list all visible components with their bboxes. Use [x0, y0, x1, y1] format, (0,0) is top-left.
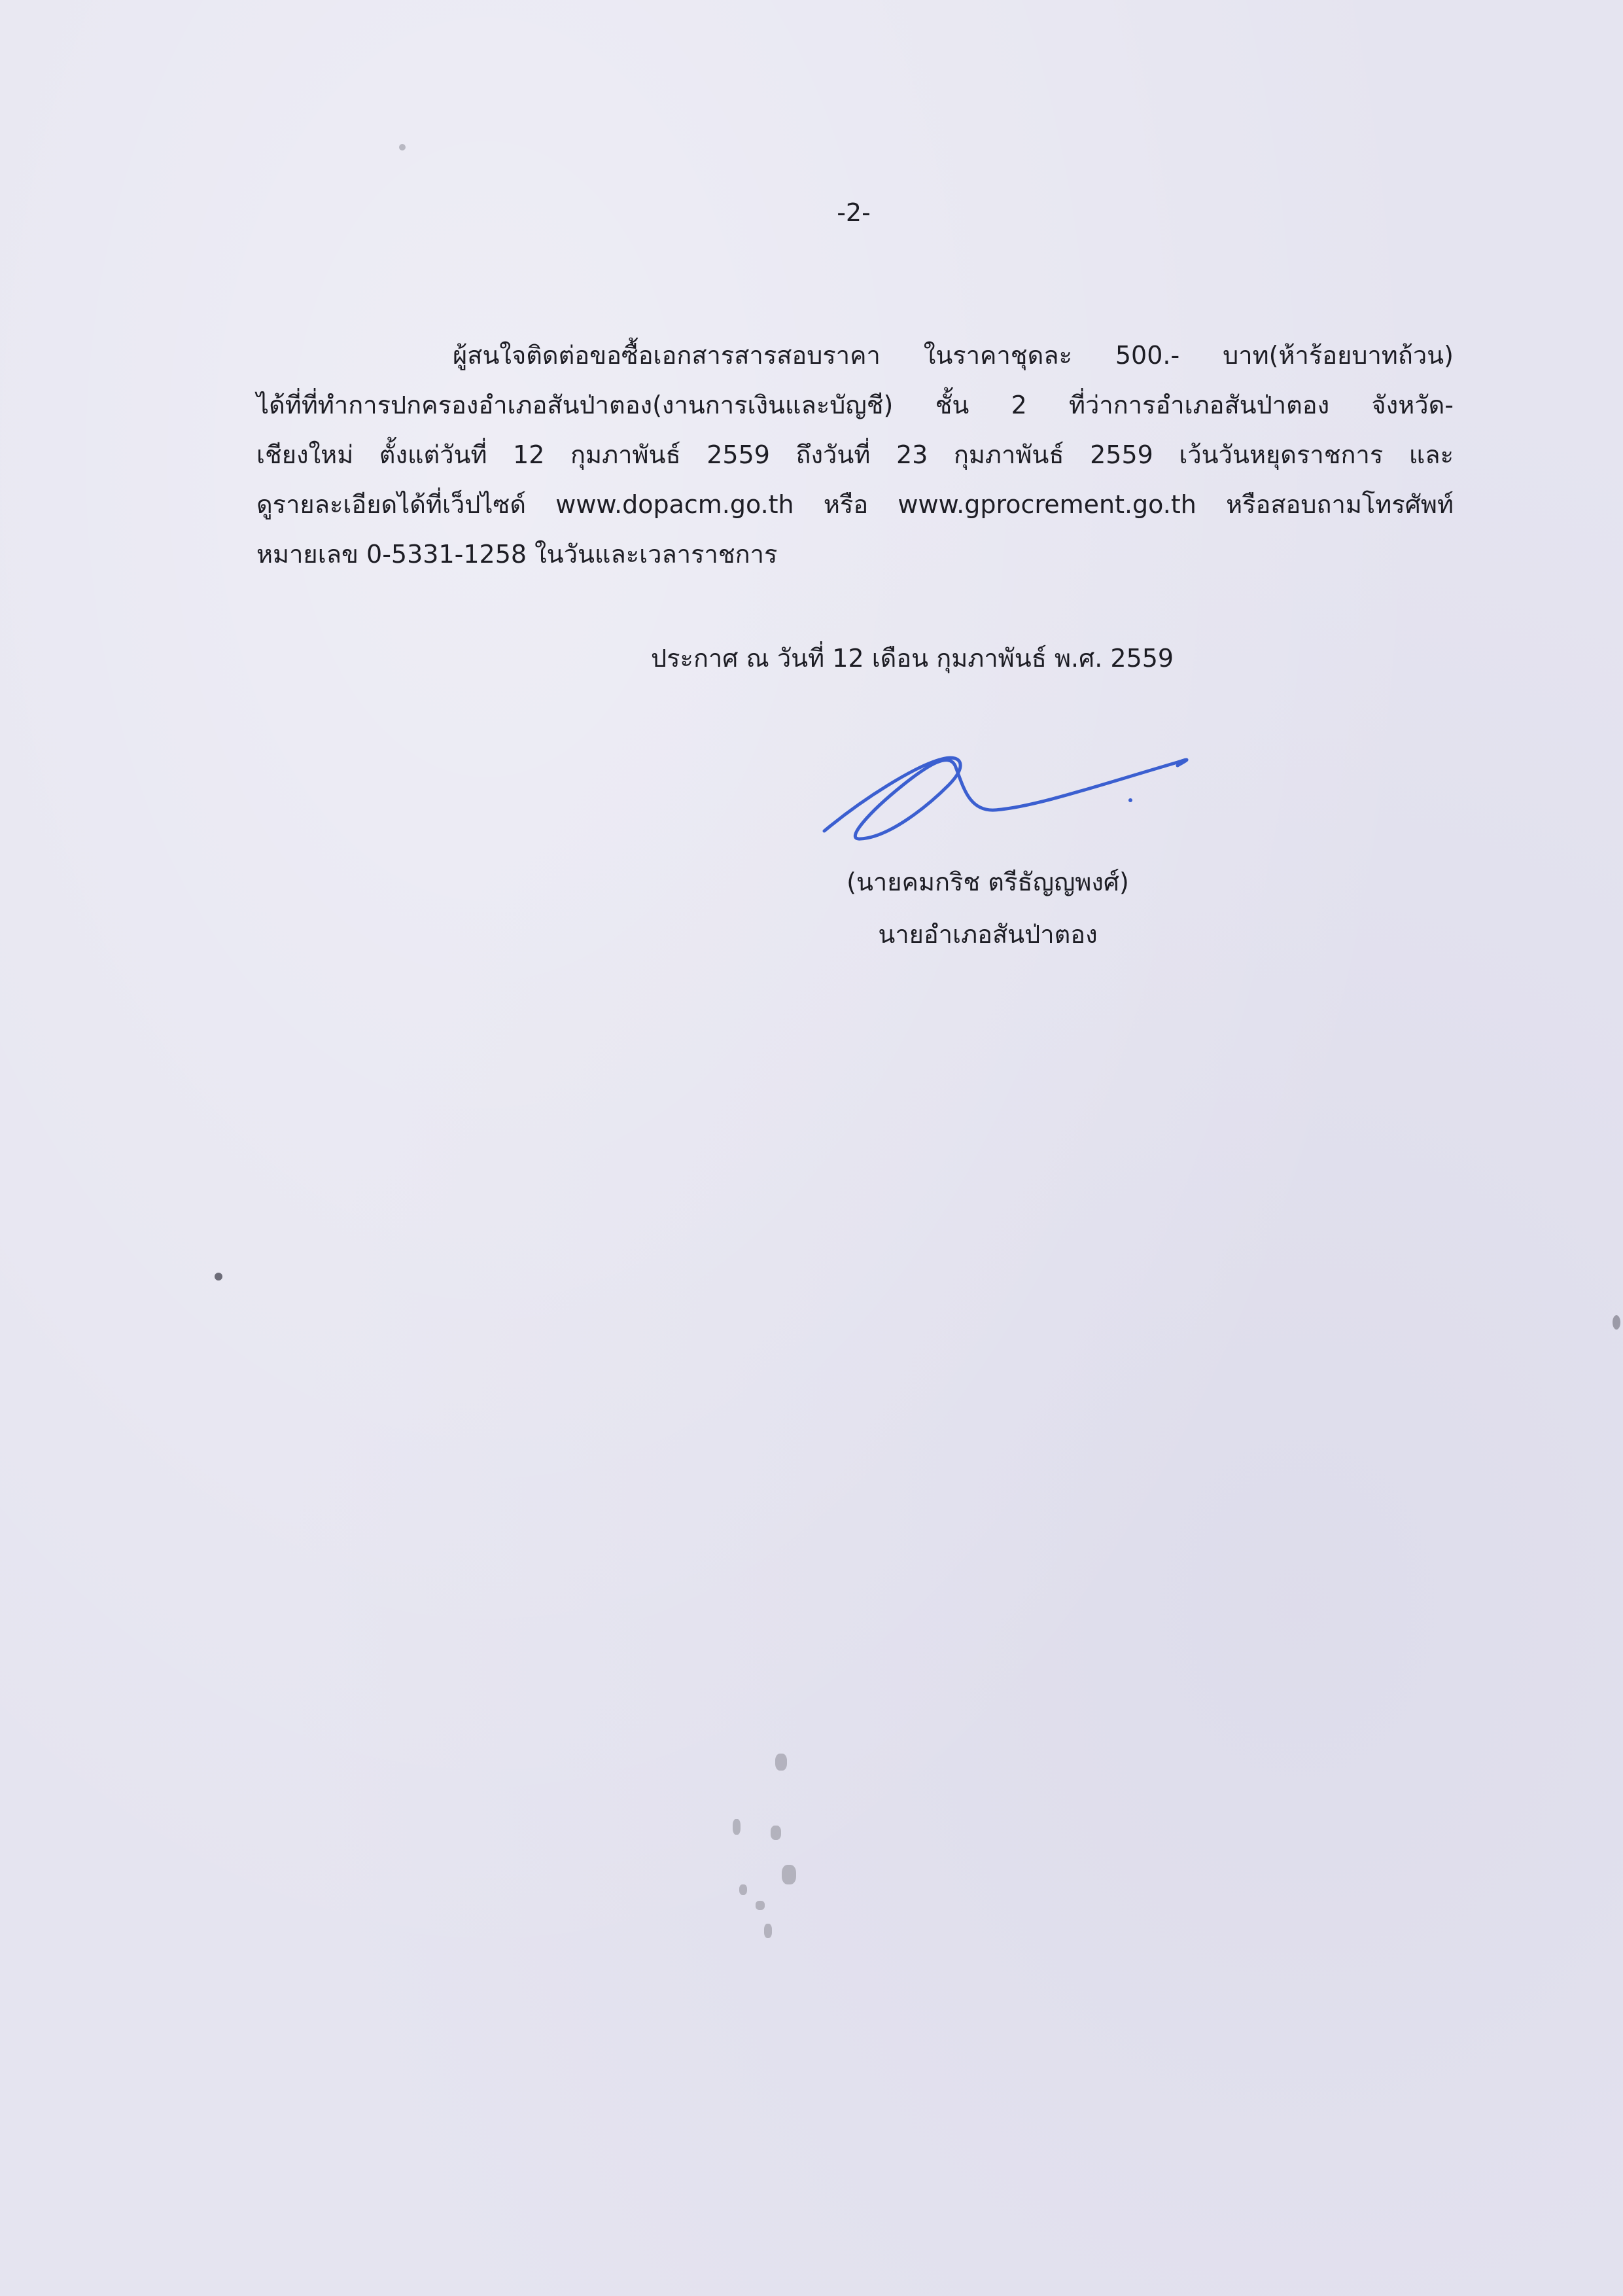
- announcement-date: ประกาศ ณ วันที่ 12 เดือน กุมภาพันธ์ พ.ศ. 2559: [651, 644, 1174, 673]
- paper-speck: [1613, 1315, 1620, 1330]
- paper-smudge: [782, 1865, 796, 1884]
- signer-title: นายอำเภอสันป่าตอง: [878, 920, 1098, 949]
- paper-smudge: [739, 1884, 747, 1895]
- body-line: ดูรายละเอียดได้ที่เว็ปไซด์ www.dopacm.go.th หรือ www.gprocrement.go.th หรือสอบถามโทรศัพท์: [256, 490, 1454, 519]
- paper-smudge: [775, 1754, 787, 1771]
- paper-smudge: [771, 1826, 781, 1840]
- body-paragraph: [256, 330, 1454, 579]
- paper-speck: [399, 144, 406, 150]
- paper-smudge: [756, 1901, 765, 1910]
- paper-smudge: [733, 1819, 741, 1835]
- body-line: ได้ที่ที่ทำการปกครองอำเภอสันป่าตอง(งานการเงินและบัญชี) ชั้น 2 ที่ว่าการอำเภอสันป่าตอง จังหวัด-: [256, 391, 1454, 419]
- body-line: ผู้สนใจติดต่อขอซื้อเอกสารสารสอบราคา ในราคาชุดละ 500.- บาท(ห้าร้อยบาทถ้วน): [453, 341, 1454, 370]
- paper-smudge: [764, 1924, 772, 1938]
- body-line: หมายเลข 0-5331-1258 ในวันและเวลาราชการ: [256, 540, 778, 569]
- handwritten-signature: [811, 739, 1204, 857]
- paper-speck: [215, 1273, 222, 1280]
- signer-name: (นายคมกริช ตรีธัญญพงศ์): [846, 868, 1129, 896]
- page-number: -2-: [837, 198, 871, 227]
- body-line: เชียงใหม่ ตั้งแต่วันที่ 12 กุมภาพันธ์ 2559 ถึงวันที่ 23 กุมภาพันธ์ 2559 เว้นวันหยุดราชการ และ: [256, 440, 1454, 469]
